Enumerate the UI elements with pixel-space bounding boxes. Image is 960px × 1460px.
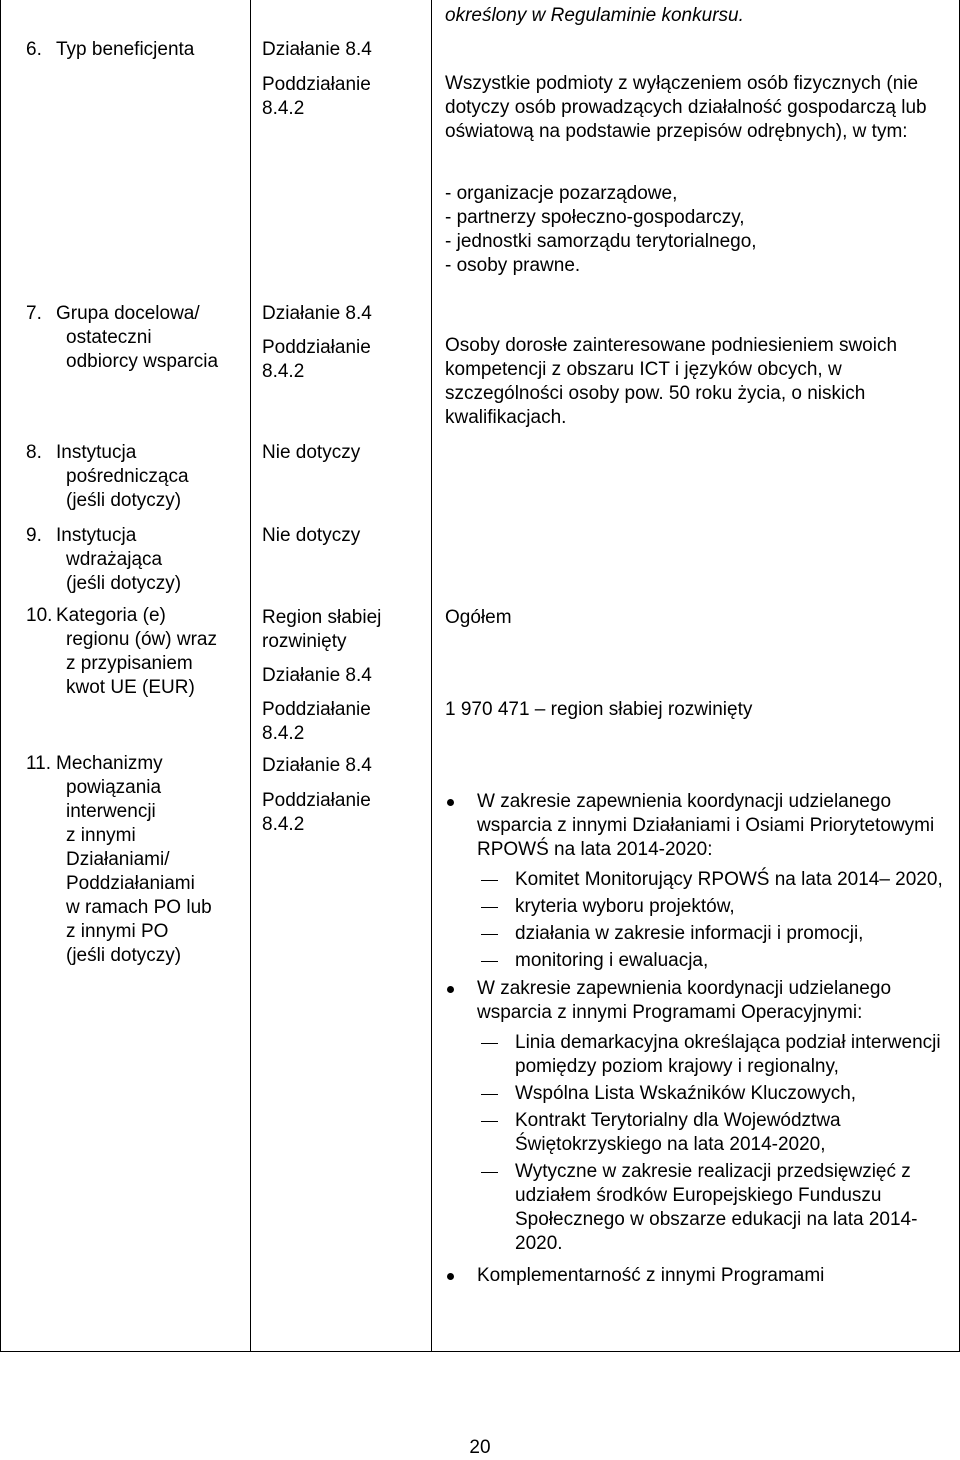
row-6-action: Działanie 8.4 Poddziałanie 8.4.2 bbox=[262, 39, 372, 119]
row-8-number: 8. bbox=[26, 442, 42, 463]
row-6-beneficiary-intro: Wszystkie podmioty z wyłączeniem osób fizycznych (nie dotyczy osób prowadzących działalność gospodarczą lub oświatową na podstawie przepisów odrębnych), w tym: bbox=[445, 73, 927, 142]
row-8-label: 8. Instytucja pośrednicząca (jeśli dotyczy) bbox=[26, 442, 189, 511]
row-7-target-group: Osoby dorosłe zainteresowane podniesieniem swoich kompetencji z obszaru ICT i języków obcych, w szczególności osoby pow. 50 roku życia, o niskich kwalifikacjach. bbox=[445, 335, 898, 428]
row-10-region-category: Region słabiej rozwinięty bbox=[262, 607, 382, 652]
row-7-action: Działanie 8.4 Poddziałanie 8.4.2 bbox=[262, 303, 372, 382]
dash-item: Komitet Monitorujący RPOWŚ na lata 2014– 2020, bbox=[477, 868, 953, 892]
list-item: - organizacje pozarządowe, bbox=[445, 183, 678, 204]
bullet-item: Komplementarność z innymi Programami bbox=[443, 1264, 953, 1288]
dash-item: Wspólna Lista Wskaźników Kluczowych, bbox=[477, 1082, 953, 1106]
row-9-value: Nie dotyczy bbox=[262, 525, 361, 546]
row-10-total-label: Ogółem bbox=[445, 607, 512, 628]
row-9-label: 9. Instytucja wdrażająca (jeśli dotyczy) bbox=[26, 525, 182, 594]
dash-item: kryteria wyboru projektów, bbox=[477, 895, 953, 919]
bullet-item: W zakresie zapewnienia koordynacji udzielanego wsparcia z innymi Działaniami i Osiami Priorytetowymi RPOWŚ na lata 2014-2020: Komitet Monitorujący RPOWŚ na lata 2014– 2020, kryteria wyboru projektów, działania w zakresie informacji i promocji, monitoring i ewaluacja, bbox=[443, 790, 953, 973]
page-number: 20 bbox=[469, 1437, 491, 1458]
dash-item: Linia demarkacyjna określająca podział interwencji pomiędzy poziom krajowy i regionalny, bbox=[477, 1031, 953, 1079]
row-11-number: 11. bbox=[26, 753, 52, 774]
column-divider-left bbox=[250, 0, 251, 1352]
row-6-number: 6. bbox=[26, 39, 42, 60]
row-7-label: 7. Grupa docelowa/ ostateczni odbiorcy wsparcia bbox=[26, 303, 219, 372]
row-6-beneficiary-list bbox=[445, 182, 950, 278]
row-10-subaction: Poddziałanie 8.4.2 bbox=[262, 699, 371, 744]
row-7-number: 7. bbox=[26, 303, 42, 324]
dash-item: monitoring i ewaluacja, bbox=[477, 949, 953, 973]
dash-item: Kontrakt Terytorialny dla Województwa Świętokrzyskiego na lata 2014-2020, bbox=[477, 1109, 953, 1157]
row-11-action: Działanie 8.4 Poddziałanie 8.4.2 bbox=[262, 755, 372, 835]
dash-item: działania w zakresie informacji i promocji, bbox=[477, 922, 953, 946]
list-item: - jednostki samorządu terytorialnego, bbox=[445, 231, 757, 252]
list-item: - partnerzy społeczno-gospodarczy, bbox=[445, 207, 745, 228]
row-10-number: 10. bbox=[26, 605, 53, 626]
row-10-action: Działanie 8.4 bbox=[262, 665, 372, 686]
list-item: - osoby prawne. bbox=[445, 255, 581, 276]
row-6-label: 6. Typ beneficjenta bbox=[26, 39, 195, 60]
row-8-value: Nie dotyczy bbox=[262, 442, 361, 463]
bullet-item: W zakresie zapewnienia koordynacji udzielanego wsparcia z innymi Programami Operacyjnymi: Linia demarkacyjna określająca podział interwencji pomiędzy poziom krajowy i regionalny, Wspólna Lista Wskaźników Kluczowych, Kontrakt Terytorialny dla Województwa Świętokrzyskiego na lata 2014-2020, Wytyczne w zakresie realizacji przedsięwzięć z udziałem środków Europejskiego Funduszu Społecznego w obszarze edukacji na lata 2014-2020. bbox=[443, 977, 953, 1256]
row-10-amount: 1 970 471 – region słabiej rozwinięty bbox=[445, 699, 753, 720]
row-11-label: 11. Mechanizmy powiązania interwencji z innymi Działaniami/ Poddziałaniami w ramach PO lub z innymi PO (jeśli dotyczy) bbox=[26, 753, 212, 966]
continuation-text: określony w Regulaminie konkursu. bbox=[445, 5, 744, 26]
row-9-number: 9. bbox=[26, 525, 42, 546]
row-11-mechanisms bbox=[443, 790, 953, 1288]
dash-item: Wytyczne w zakresie realizacji przedsięwzięć z udziałem środków Europejskiego Funduszu Społecznego w obszarze edukacji na lata 2014-2020. bbox=[477, 1160, 953, 1256]
row-10-label: 10. Kategoria (e) regionu (ów) wraz z przypisaniem kwot UE (EUR) bbox=[26, 605, 217, 698]
